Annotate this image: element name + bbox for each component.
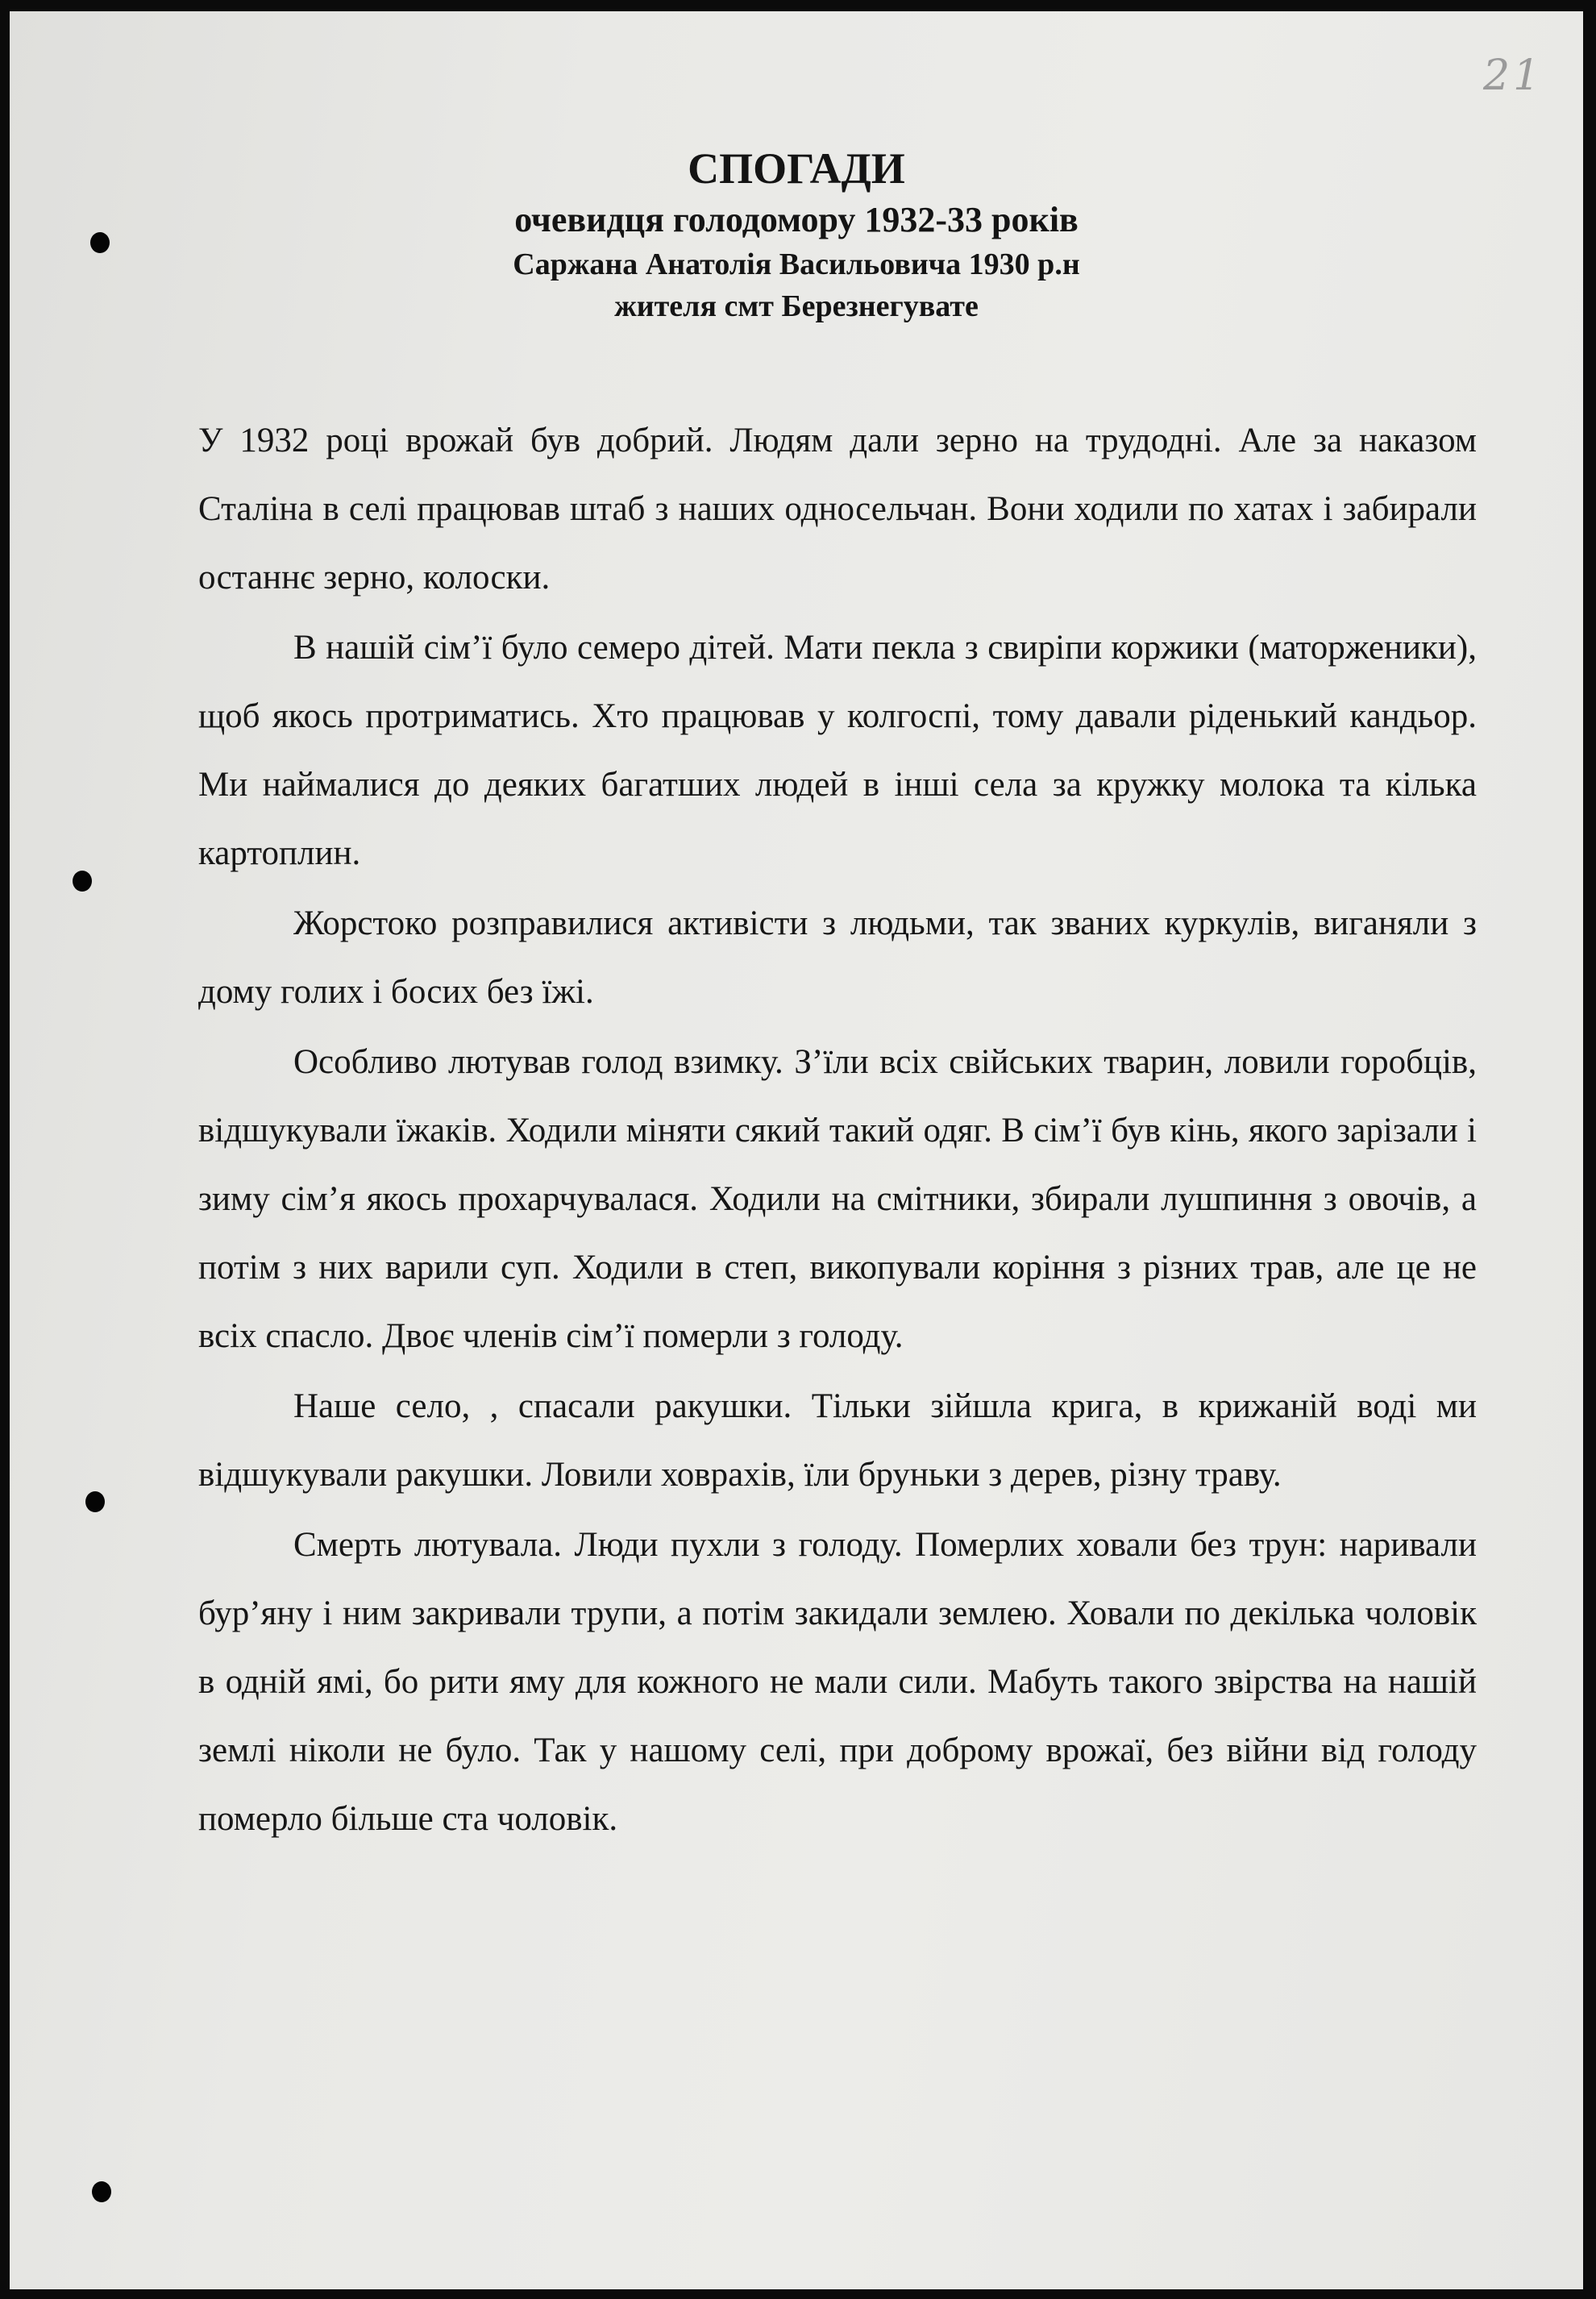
- document-page: [10, 11, 1583, 2289]
- document-residence: жителя смт Березнегувате: [614, 289, 979, 323]
- paragraph-4: Особливо лютував голод взимку. З’їли всіх свійських тварин, ловили горобців, відшукували їжаків. Ходили міняти сякий такий одяг. В сім’ї був кінь, якого зарізали і зиму сім’я якось прохарчувалася. Ходили на смітники, збирали лушпиння з овочів, а потім з них варили суп. Ходили в степ, викопували коріння з різних трав, але це не всіх спасло. Двоє членів сім’ї померли з голоду.: [198, 1043, 1477, 1355]
- paragraph-2: В нашій сім’ї було семеро дітей. Мати пекла з свиріпи коржики (маторженики), щоб якось протриматись. Хто працював у колгоспі, тому давали ріденький кандьор. Ми наймалися до деяких багатших людей в інші села за кружку молока та кілька картоплин.: [198, 629, 1477, 872]
- punch-hole-2: [73, 871, 92, 892]
- document-title: СПОГАДИ: [688, 144, 905, 193]
- punch-hole-3: [85, 1491, 105, 1512]
- punch-hole-4: [92, 2181, 111, 2202]
- document-author: Саржана Анатолія Васильовича 1930 р.н: [513, 247, 1080, 281]
- document-header: [10, 140, 1583, 327]
- paragraph-1: У 1932 році врожай був добрий. Людям дали зерно на трудодні. Але за наказом Сталіна в селі працював штаб з наших односельчан. Вони ходили по хатах і забирали останнє зерно, колоски.: [198, 422, 1477, 597]
- paragraph-3: Жорстоко розправилися активісти з людьми, так званих куркулів, виганяли з дому голих і босих без їжі.: [198, 904, 1477, 1011]
- document-body: [198, 406, 1477, 1855]
- paragraph-5: Наше село, , спасали ракушки. Тільки зійшла крига, в крижаній воді ми відшукували ракушки. Ловили ховрахів, їли бруньки з дерев, різну траву.: [198, 1387, 1477, 1494]
- document-subtitle: очевидця голодомору 1932-33 років: [514, 200, 1079, 239]
- page-number: 21: [1483, 52, 1544, 100]
- paragraph-6: Смерть лютувала. Люди пухли з голоду. Померлих ховали без трун: наривали бур’яну і ним закривали трупи, а потім закидали землею. Ховали по декілька чоловік в одній ямі, бо рити яму для кожного не мали сили. Мабуть такого звірства на нашій землі ніколи не було. Так у нашому селі, при доброму врожаї, без війни від голоду померло більше ста чоловік.: [198, 1526, 1477, 1838]
